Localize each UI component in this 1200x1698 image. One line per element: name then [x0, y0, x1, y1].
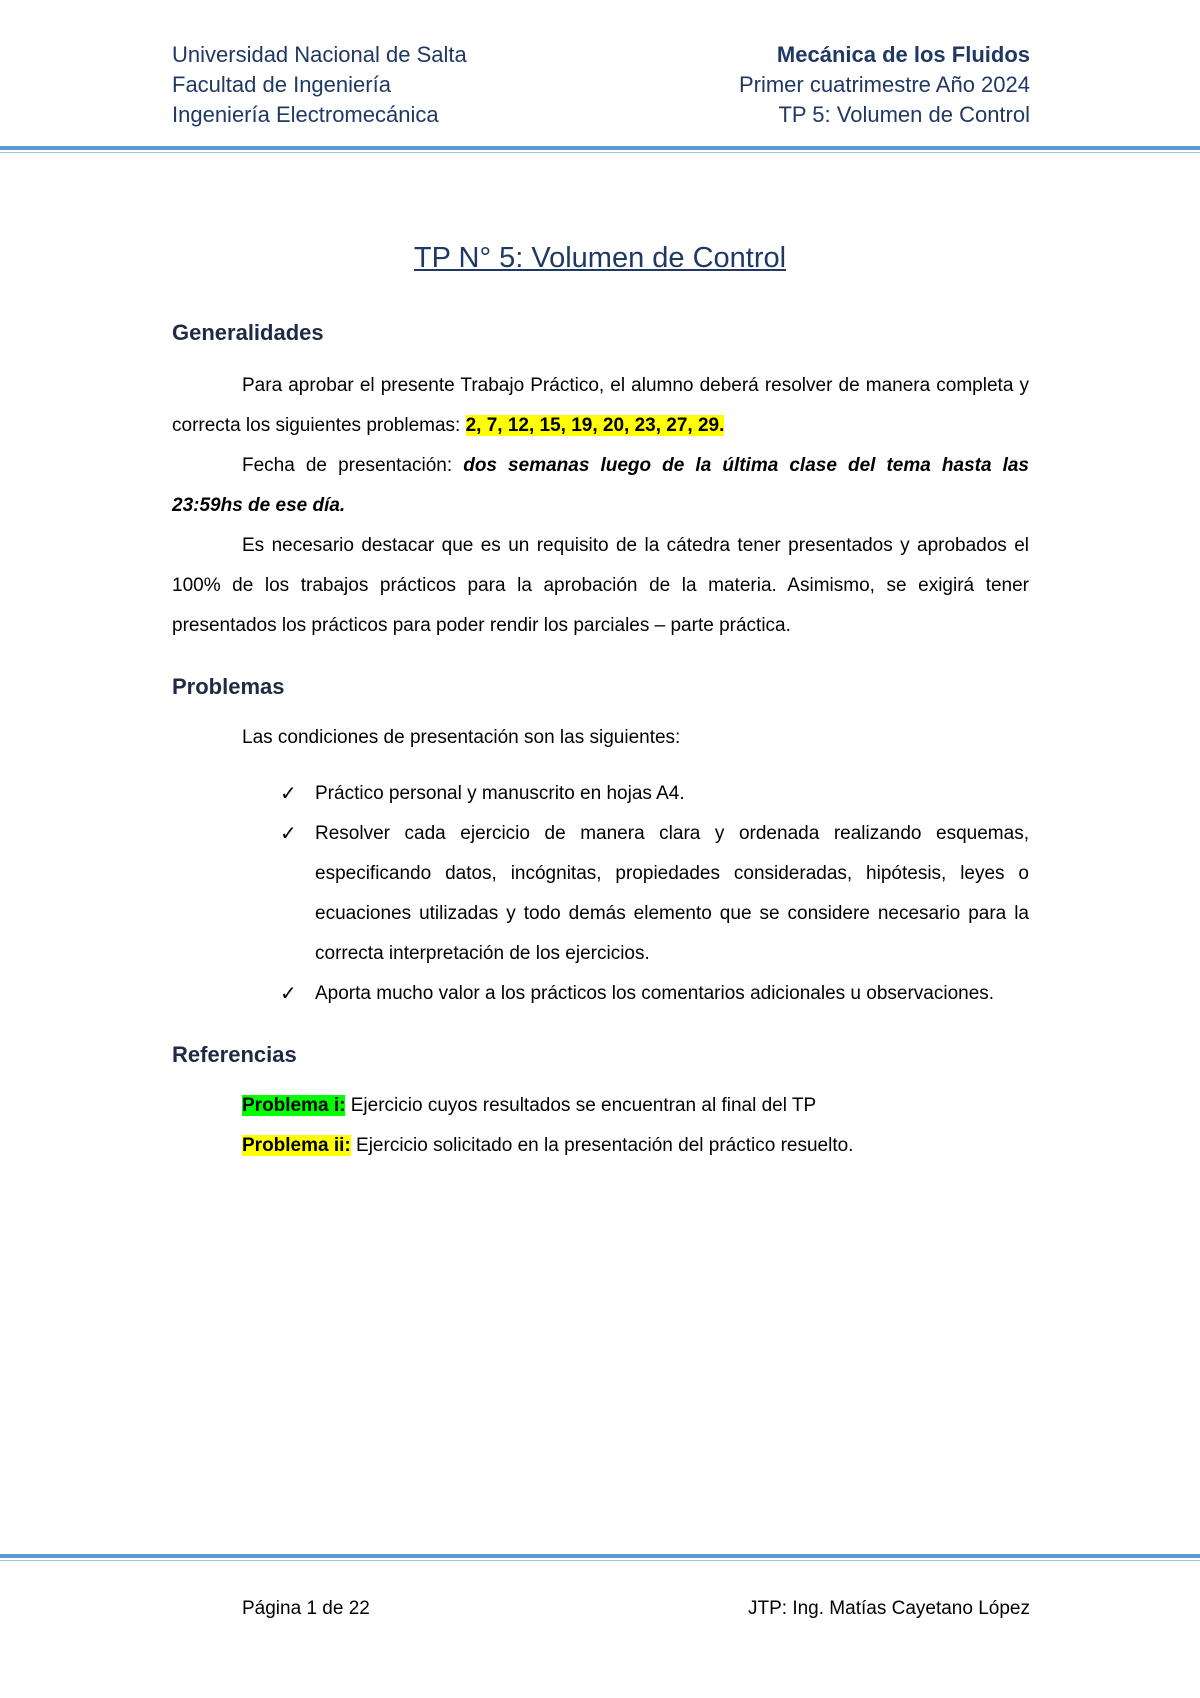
generalidades-paragraph-3: Es necesario destacar que es un requisito de la cátedra tener presentados y aprobados el 100% de los trabajos prácticos para la aprobación de la materia. Asimismo, se exigirá tener presentados los prácticos para poder rendir los parciales – parte práctica. — [172, 535, 1029, 636]
generalidades-paragraph-2: Fecha de presentación: dos semanas luego de la última clase del tema hasta las 23:59hs de ese día. — [172, 455, 1030, 516]
list-item: ✓ Resolver cada ejercicio de manera clara y ordenada realizando esquemas, especificando datos, incógnitas, propiedades consideradas, hipótesis, leyes o ecuaciones utilizadas y todo demás elemento que se considere necesario para la correcta interpretación de los ejercicios. — [172, 814, 1029, 974]
footer-rule — [0, 1554, 1200, 1561]
footer-page-number: Página 1 de 22 — [242, 1598, 370, 1619]
header-faculty: Facultad de Ingeniería — [172, 72, 391, 97]
referencias-heading: Referencias — [172, 1042, 297, 1067]
reference-line-2: Problema ii: Ejercicio solicitado en la presentación del práctico resuelto. — [242, 1135, 854, 1156]
reference-label-green: Problema i: — [242, 1095, 346, 1116]
conditions-list — [172, 774, 1029, 1014]
reference-label-yellow: Problema ii: — [242, 1135, 351, 1156]
document-body — [172, 320, 1029, 1166]
header-right — [739, 40, 1030, 130]
deadline-text: dos semanas luego de la última clase del tema hasta las 23:59hs de ese día. — [172, 455, 1030, 516]
header-course: Mecánica de los Fluidos — [776, 42, 1030, 67]
list-item: ✓ Aporta mucho valor a los prácticos los comentarios adicionales u observaciones. — [172, 974, 1029, 1014]
page-title: TP N° 5: Volumen de Control — [413, 242, 787, 274]
generalidades-paragraph-1: Para aprobar el presente Trabajo Práctico, el alumno deberá resolver de manera completa y correcta los siguientes problemas: 2, 7, 12, 15, 19, 20, 23, 27, 29. — [172, 375, 1029, 436]
generalidades-heading: Generalidades — [172, 320, 324, 345]
check-icon: ✓ — [280, 823, 297, 845]
header-university: Universidad Nacional de Salta — [172, 42, 467, 67]
problemas-heading: Problemas — [172, 674, 285, 699]
header-term: Primer cuatrimestre Año 2024 — [738, 72, 1030, 97]
header-tp: TP 5: Volumen de Control — [778, 102, 1030, 127]
footer-author: JTP: Ing. Matías Cayetano López — [748, 1598, 1030, 1619]
header-career: Ingeniería Electromecánica — [172, 102, 439, 127]
header-rule — [0, 146, 1200, 153]
check-icon: ✓ — [280, 983, 297, 1005]
reference-line-1: Problema i: Ejercicio cuyos resultados se encuentran al final del TP — [242, 1095, 817, 1116]
header-left — [172, 40, 467, 130]
check-icon: ✓ — [280, 783, 297, 805]
required-problems-highlight: 2, 7, 12, 15, 19, 20, 23, 27, 29. — [465, 415, 725, 436]
list-item: ✓ Práctico personal y manuscrito en hojas A4. — [172, 774, 1029, 814]
problemas-intro: Las condiciones de presentación son las siguientes: — [242, 727, 681, 748]
